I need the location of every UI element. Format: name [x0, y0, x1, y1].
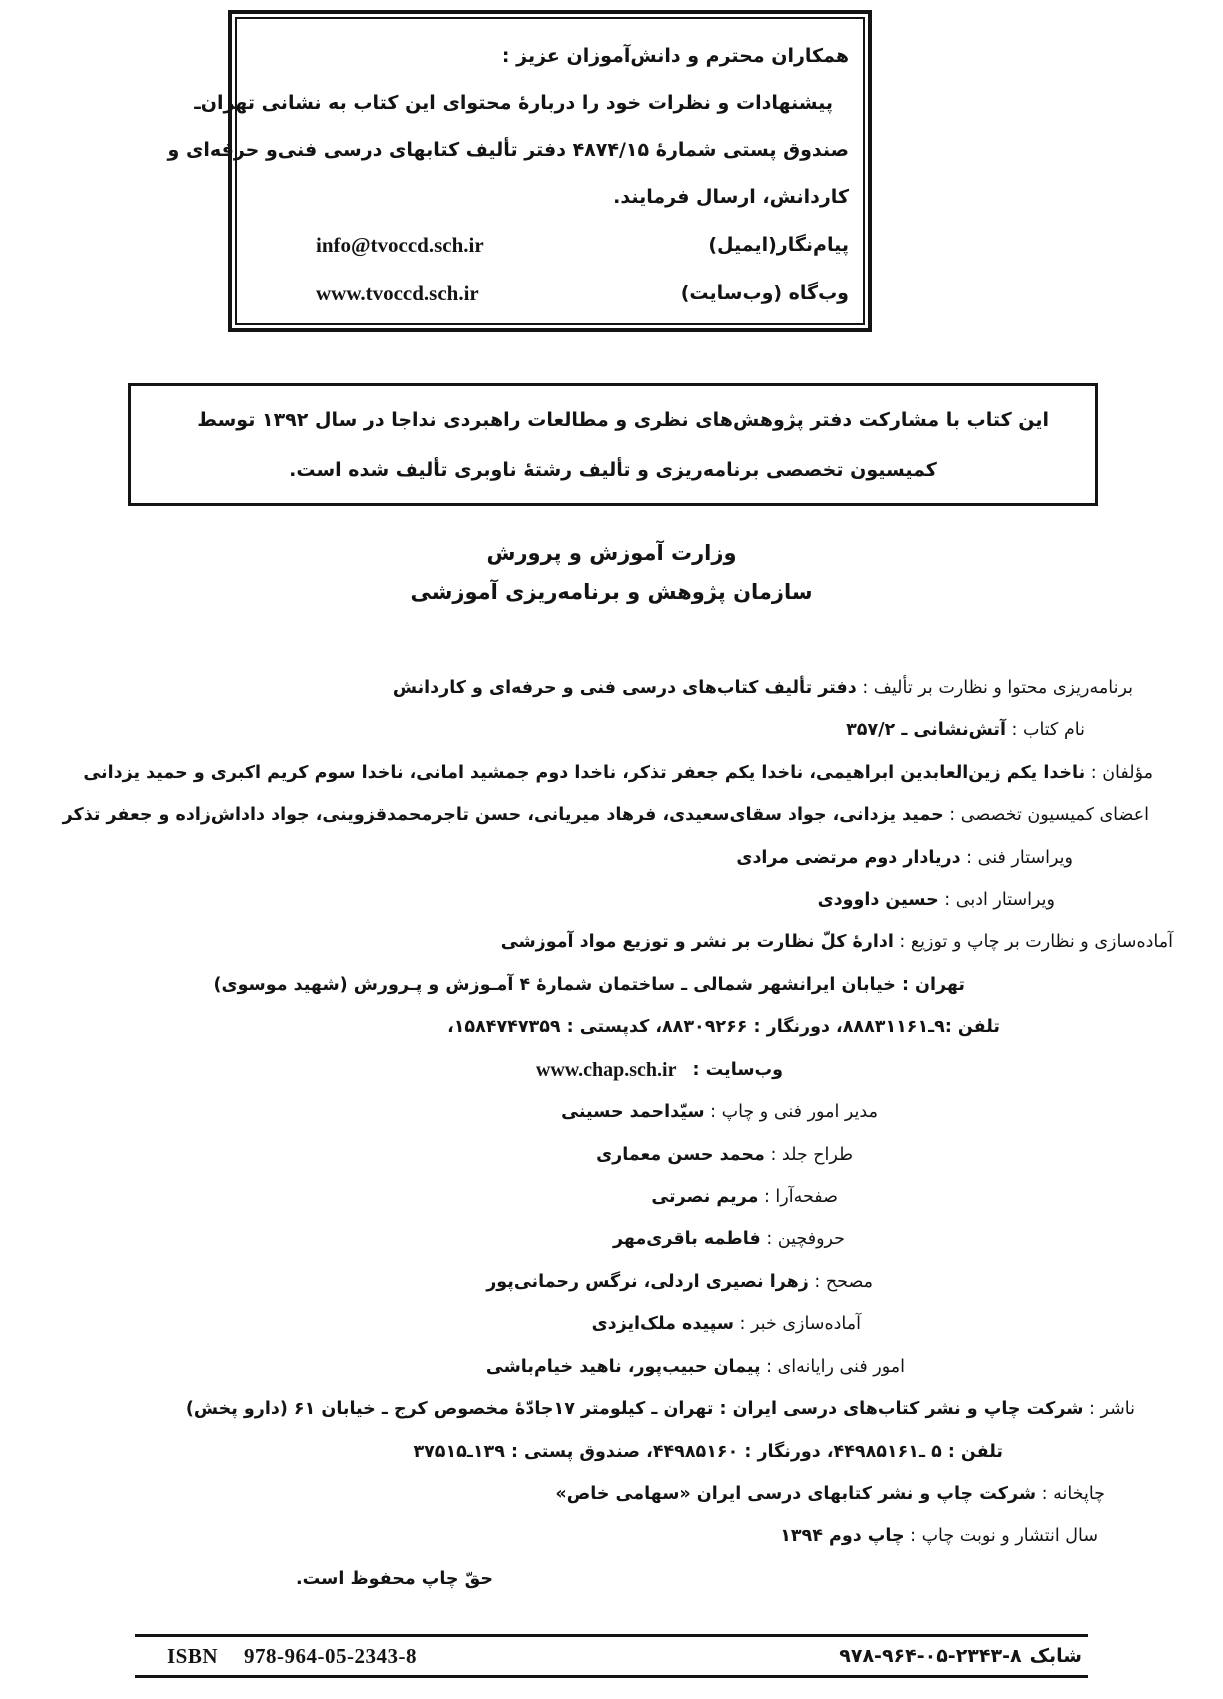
- colophon-line: [0, 1303, 1223, 1345]
- colophon-line-label: مؤلفان :: [1085, 762, 1153, 783]
- colophon-line: [0, 879, 1223, 921]
- colophon-line-label: ویراستار ادبی :: [938, 890, 1055, 911]
- colophon-line-label: وب‌سایت :: [686, 1059, 783, 1080]
- colophon-line-value: چاپ دوم ۱۳۹۴: [780, 1526, 905, 1547]
- colophon-line-value: سپیده ملک‌ایزدی: [591, 1314, 734, 1335]
- colophon-line: [0, 837, 1223, 879]
- colophon-line: [0, 1006, 1223, 1048]
- colophon-line-value: حمید یزدانی، جواد سقای‌سعیدی، فرهاد میریانی، حسن تاجرمحمدقزوینی، جواد داداش‌زاده و جعفر تذکر: [62, 805, 944, 826]
- colophon-line-value: حسین داوودی: [817, 890, 939, 911]
- colophon-line: [0, 794, 1223, 836]
- colophon-line: [0, 1558, 1223, 1600]
- website-label: وب‌گاه (وب‌سایت): [680, 282, 849, 304]
- isbn-persian-label: شابک: [1029, 1645, 1082, 1667]
- colophon-line-value: پیمان حبیب‌پور، ناهید خیام‌باشی: [485, 1356, 761, 1377]
- feedback-text-line: صندوق پستی شمارهٔ ۴۸۷۴/۱۵ دفتر تألیف کتابهای درسی فنی‌و حرفه‌ای و: [167, 139, 849, 161]
- colophon-line-value: آتش‌نشانی ـ ۳۵۷/۲: [846, 720, 1006, 741]
- colophon-line-value: شرکت چاپ و نشر کتاب‌های درسی ایران : تهران ـ کیلومتر ۱۷جادّهٔ مخصوص کرج ـ خیابان ۶۱ (دارو پخش): [185, 1399, 1084, 1420]
- colophon-line: [0, 1346, 1223, 1388]
- colophon-line-label: ویراستار فنی :: [960, 847, 1073, 868]
- website-row: [251, 269, 849, 317]
- colophon-line: [0, 1515, 1223, 1557]
- colophon-line-label: اعضای کمیسیون تخصصی :: [943, 805, 1149, 826]
- colophon-line-label: طراح جلد :: [764, 1144, 853, 1165]
- colophon-lines: [0, 667, 1223, 1600]
- colophon-line-label: مصحح :: [808, 1271, 873, 1292]
- colophon-line: [0, 1261, 1223, 1303]
- colophon-line: [0, 1218, 1223, 1260]
- colophon-line: [0, 709, 1223, 751]
- colophon-line: [0, 1431, 1223, 1473]
- colophon-line-value: ادارهٔ کلّ نظارت بر نشر و توزیع مواد آموزشی: [500, 932, 894, 953]
- colophon-line: [0, 1388, 1223, 1430]
- colophon-line: [0, 1049, 1223, 1092]
- email-row: [251, 221, 849, 269]
- colophon-line-value: تهران : خیابان ایرانشهر شمالی ـ ساختمان شمارهٔ ۴ آمـوزش و پـرورش (شهید موسوی): [213, 974, 965, 995]
- colophon-line: [0, 1176, 1223, 1218]
- colophon-line-value: دفتر تألیف کتاب‌های درسی فنی و حرفه‌ای و کاردانش: [392, 678, 857, 698]
- email-label: پیام‌نگار(ایمیل): [708, 234, 849, 256]
- colophon-line: [0, 1134, 1223, 1176]
- organization-heading: سازمان پژوهش و برنامه‌ریزی آموزشی: [410, 580, 813, 604]
- colophon-line-value: ناخدا یکم زین‌العابدین ابراهیمی، ناخدا یکم جعفر تذکر، ناخدا دوم جمشید امانی، ناخدا سوم کریم اکبری و حمید یزدانی: [83, 762, 1086, 783]
- colophon-line: [0, 1091, 1223, 1133]
- credit-line: کمیسیون تخصصی برنامه‌ریزی و تألیف رشتهٔ ناوبری تألیف شده است.: [289, 459, 937, 481]
- colophon-line: [0, 964, 1223, 1006]
- isbn-latin: [167, 1644, 417, 1669]
- colophon-line: [0, 1473, 1223, 1515]
- feedback-text-line: پیشنهادات و نظرات خود را دربارهٔ محتوای این کتاب به نشانی تهران‌ـ: [194, 92, 833, 114]
- colophon-line-value: شرکت چاپ و نشر کتابهای درسی ایران «سهامی خاص»: [555, 1483, 1037, 1504]
- colophon-line-label: سال انتشار و نوبت چاپ :: [904, 1526, 1098, 1547]
- feedback-contact-box: [167, 10, 872, 332]
- website-address: www.tvoccd.sch.ir: [316, 280, 479, 305]
- colophon-line-value: سیّداحمد حسینی: [561, 1102, 705, 1123]
- email-address: info@tvoccd.sch.ir: [316, 232, 484, 257]
- colophon-line-value: فاطمه باقری‌مهر: [613, 1229, 761, 1250]
- isbn-persian: [839, 1645, 1082, 1667]
- colophon-line-label: امور فنی رایانه‌ای :: [760, 1356, 905, 1377]
- feedback-greeting: همکاران محترم و دانش‌آموزان عزیز :: [501, 45, 849, 67]
- colophon-line-label: آماده‌سازی خبر :: [733, 1314, 861, 1335]
- colophon-line-label: ناشر :: [1083, 1399, 1135, 1420]
- website-url: www.chap.sch.ir: [535, 1058, 677, 1081]
- colophon-line-label: حروفچین :: [760, 1229, 845, 1250]
- colophon-line-value: تلفن :۹ـ۸۸۸۳۱۱۶۱، دورنگار : ۸۸۳۰۹۲۶۶، کدپستی : ۱۵۸۴۷۴۷۳۵۹،: [447, 1017, 1000, 1038]
- credit-line: این کتاب با مشارکت دفتر پژوهش‌های نظری و مطالعات راهبردی نداجا در سال ۱۳۹۲ توسط: [197, 409, 1049, 431]
- colophon-line-label: مدیر امور فنی و چاپ :: [704, 1102, 878, 1123]
- colophon-line-label: چاپخانه :: [1036, 1483, 1105, 1504]
- isbn-strip: [135, 1634, 1088, 1678]
- colophon-line-value: مریم نصرتی: [651, 1187, 759, 1208]
- isbn-latin-number: 978-964-05-2343-8: [244, 1643, 418, 1668]
- colophon-line-label: آماده‌سازی و نظارت بر چاپ و توزیع :: [893, 932, 1173, 953]
- credit-box: [128, 383, 1098, 506]
- colophon-line-label: صفحه‌آرا :: [758, 1187, 838, 1208]
- colophon-line-label: برنامه‌ریزی محتوا و نظارت بر تألیف :: [856, 678, 1133, 698]
- colophon-line-value: زهرا نصیری اردلی، نرگس رحمانی‌پور: [486, 1271, 809, 1292]
- ministry-heading: وزارت آموزش و پرورش: [486, 541, 737, 565]
- colophon-line: [0, 921, 1223, 963]
- feedback-contact-box-inner: [167, 17, 865, 325]
- colophon-line-value: دریادار دوم مرتضی مرادی: [736, 847, 961, 868]
- isbn-persian-number: ۹۷۸-۹۶۴-۰۵-۲۳۴۳-۸: [839, 1645, 1022, 1667]
- feedback-text-line: کاردانش، ارسال فرمایند.: [613, 186, 849, 208]
- isbn-latin-label: ISBN: [167, 1643, 219, 1668]
- colophon-line-value: محمد حسن معماری: [596, 1144, 765, 1165]
- colophon-line: [0, 752, 1223, 794]
- colophon-line-value: تلفن : ۵ ـ۴۴۹۸۵۱۶۱، دورنگار : ۴۴۹۸۵۱۶۰، صندوق پستی : ۱۳۹ـ۳۷۵۱۵: [413, 1441, 1003, 1462]
- headings: [0, 534, 1223, 612]
- colophon-line-label: نام کتاب :: [1005, 720, 1085, 741]
- colophon-line-value: حقّ چاپ محفوظ است.: [295, 1568, 493, 1589]
- colophon-line: [0, 667, 1223, 709]
